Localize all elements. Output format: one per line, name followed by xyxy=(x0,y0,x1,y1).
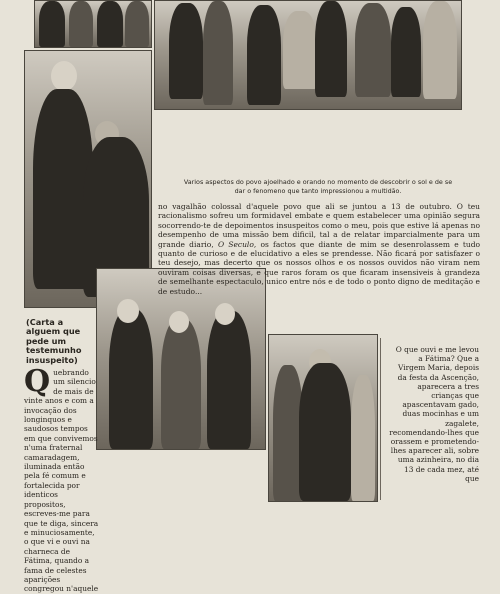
column-divider xyxy=(380,338,381,500)
right-column-text: O que ouvi e me levou a Fátima? Que a Virgem Maria, depois da festa da Ascenção, aparecera a tres crianças que apascentavam gado, duas mocinhas e um zagalete, recomendando-lhes que orassem e prometendo-lhes aparecer ali, sobre uma azinheira, no dia 13 de cada mez, até que xyxy=(389,345,479,483)
newspaper-name: O Seculo xyxy=(217,239,254,249)
caption-line-2: dar o fenomeno que tanto impressionou a multidão. xyxy=(234,186,402,195)
praying-woman-photo xyxy=(268,334,378,502)
sidebar-heading: (Carta a alguem que pede um testemunho insuspeito) xyxy=(26,317,82,365)
crowd-photo-top-left xyxy=(34,0,152,48)
photo-caption xyxy=(158,178,478,195)
dropcap-letter: Q xyxy=(24,364,51,399)
article-text xyxy=(158,202,480,296)
sidebar-column xyxy=(24,364,100,594)
sidebar-text: uebrando um silencio de mais de vinte anos e com a invocação dos longinquos e saudosos tempos em que convivemos n'uma fraternal camaradagem, iluminada então pela fé comum e fortalecida por identicos propositos, escreves-me para que te diga, sincera e minuciosamente, o que vi e ouvi na charneca de Fátima, quando a fama de celestes aparições congregou n'aquele xyxy=(24,368,99,594)
article-continuation: , os factos que diante de mim se desenrolassem e tudo quanto de curioso e de elucidativo a eles se prendesse. Não ficará por satisfazer o teu desejo, mas decerto que os nossos olhos e os nossos ouvidos não viram nem ouviram coisas diversas, e que raros foram os que ficaram insensiveis à grandeza de semelhante espectaculo, unico entre nós e de todo o ponto digno de meditação e de estudo... xyxy=(158,239,481,296)
article-intro: no vagalhão colossal d'aquele povo que ali se juntou a 13 de outubro. O teu racionalismo sofreu um formidavel embate e quem estabelecer uma opinião segura socorrendo-te de depoimentos insuspeitos como o meu, pois que estive lá apenas no desempenho de uma missão bem dificil, tal a de relatar imparcialmente para um grande diario, xyxy=(158,202,480,249)
crowd-photo-top xyxy=(154,0,462,110)
caption-line-1: Varios aspectos do povo ajoelhado e orando no momento de descobrir o sol e de se xyxy=(183,178,453,186)
